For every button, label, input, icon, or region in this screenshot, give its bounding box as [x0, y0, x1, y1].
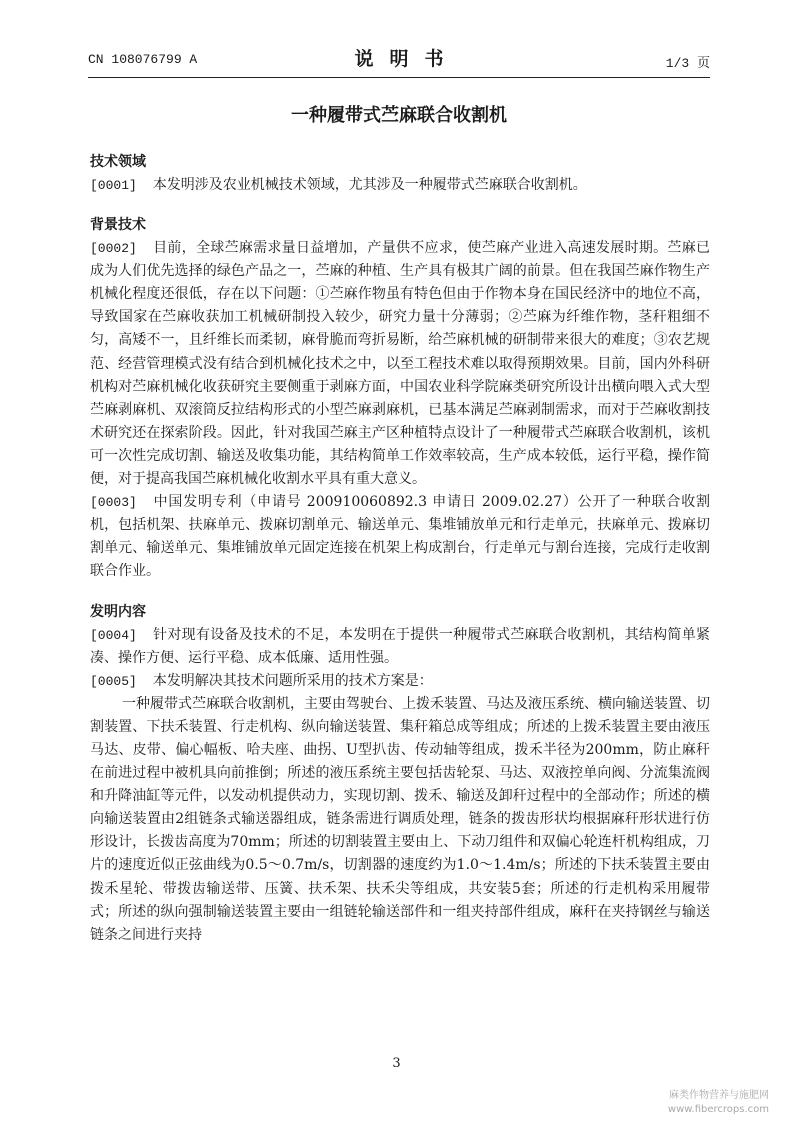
- paragraph: [90, 693, 710, 947]
- section-heading: 发明内容: [90, 603, 146, 620]
- document-header: [88, 40, 710, 74]
- watermark-url: www.fibercrops.com: [667, 1104, 769, 1115]
- paragraph-text: 中国发明专利（申请号 200910060892.3 申请日 2009.02.27）公开了一种联合收割机，包括机架、扶麻单元、拨麻切割单元、输送单元、集堆铺放单元和行走单元，扶麻单元、拨麻切割单元、输送单元、集堆铺放单元固定连接在机架上构成割台，行走单元与割台连接，完成行走收割联合作业。: [90, 494, 710, 580]
- paragraph: [90, 624, 710, 670]
- patent-number: CN 108076799 A: [88, 52, 198, 67]
- header-divider: [88, 77, 710, 78]
- paragraph-text: 目前，全球苎麻需求量日益增加，产量供不应求，使苎麻产业进入高速发展时期。苎麻已成为人们优先选择的绿色产品之一，苎麻的种植、生产具有极其广阔的前景。但在我国苎麻作物生产机械化程度还很低，存在以下问题：①苎麻作物虽有特色但由于作物本身在国民经济中的地位不高，导致国家在苎麻收获加工机械研制投入较少，研究力量十分薄弱；②苎麻为纤维作物，茎秆粗细不匀，高矮不一，且纤维长而柔韧，麻骨脆而弯折易断，给苎麻机械的研制带来很大的难度；③农艺规范、经营管理模式没有结合到机械化技术之中，以至工程技术难以取得预期效果。目前，国内外科研机构对苎麻机械化收获研究主要侧重于剥麻方面，中国农业科学院麻类研究所设计出横向喂入式大型苎麻剥麻机、双滚筒反拉结构形式的小型苎麻剥麻机，已基本满足苎麻剥制需求，而对于苎麻收割技术研究还在探索阶段。因此，针对我国苎麻主产区种植特点设计了一种履带式苎麻联合收割机，该机可一次性完成切割、输送及收集功能，其结构简单工作效率较高，生产成本较低，运行平稳，操作简便，对于提高我国苎麻机械化收割水平具有重大意义。: [90, 240, 710, 488]
- section-heading: 技术领域: [90, 154, 146, 170]
- paragraph-text: 一种履带式苎麻联合收割机，主要由驾驶台、上拨禾装置、马达及液压系统、横向输送装置、切割装置、下扶禾装置、行走机构、纵向输送装置、集秆箱总成等组成；所述的上拨禾装置主要由液压马达、皮带、偏心幅板、哈夫座、曲拐、U型扒齿、传动轴等组成，拨禾半径为200mm，防止麻秆在前进过程中被机具向前推倒；所述的液压系统主要包括齿轮泵、马达、双液控单向阀、分流集流阀和升降油缸等元件，以发动机提供动力，实现切割、拨禾、输送及卸秆过程中的全部动作；所述的横向输送装置由2组链条式输送器组成，链条需进行调质处理，链条的拨齿形状均根据麻秆形状进行仿形设计，长拨齿高度为70mm；所述的切割装置主要由上、下动刀组件和双偏心轮连杆机构组成，刀片的速度近似正弦曲线为0.5～0.7m/s，切割器的速度约为1.0～1.4m/s；所述的下扶禾装置主要由拨禾星轮、带拨齿输送带、压簧、扶禾架、扶禾尖等组成，共安装5套；所述的行走机构采用履带式；所述的纵向强制输送装置主要由一组链轮输送部件和一组夹持部件组成，麻秆在夹持钢丝与输送链条之间进行夹持: [90, 695, 710, 943]
- paragraph-number: [0005]: [90, 673, 137, 689]
- paragraph: [90, 237, 710, 491]
- document-type: 说明书: [354, 48, 460, 70]
- watermark-title: 麻类作物营养与施肥网: [669, 1090, 769, 1101]
- document-title: 一种履带式苎麻联合收割机: [291, 105, 507, 126]
- paragraph-number: [0001]: [90, 178, 137, 193]
- paragraph-text: 针对现有设备及技术的不足，本发明在于提供一种履带式苎麻联合收割机，其结构简单紧凑、操作方便、运行平稳、成本低廉、适用性强。: [90, 626, 710, 666]
- paragraph: [90, 174, 710, 197]
- paragraph-text: 本发明解决其技术问题所采用的技术方案是：: [152, 672, 433, 689]
- paragraph-number: [0004]: [90, 627, 137, 643]
- paragraph-number: [0003]: [90, 495, 137, 511]
- paragraph: [90, 670, 710, 693]
- section-heading: 背景技术: [90, 217, 146, 234]
- watermark: [668, 1089, 769, 1117]
- page-indicator: 1/3 页: [665, 56, 710, 71]
- paragraph-number: [0002]: [90, 241, 137, 257]
- paragraph-text: 本发明涉及农业机械技术领域，尤其涉及一种履带式苎麻联合收割机。: [152, 177, 587, 193]
- document-body: [90, 150, 710, 947]
- paragraph: [90, 491, 710, 583]
- page-number: 3: [392, 1056, 401, 1071]
